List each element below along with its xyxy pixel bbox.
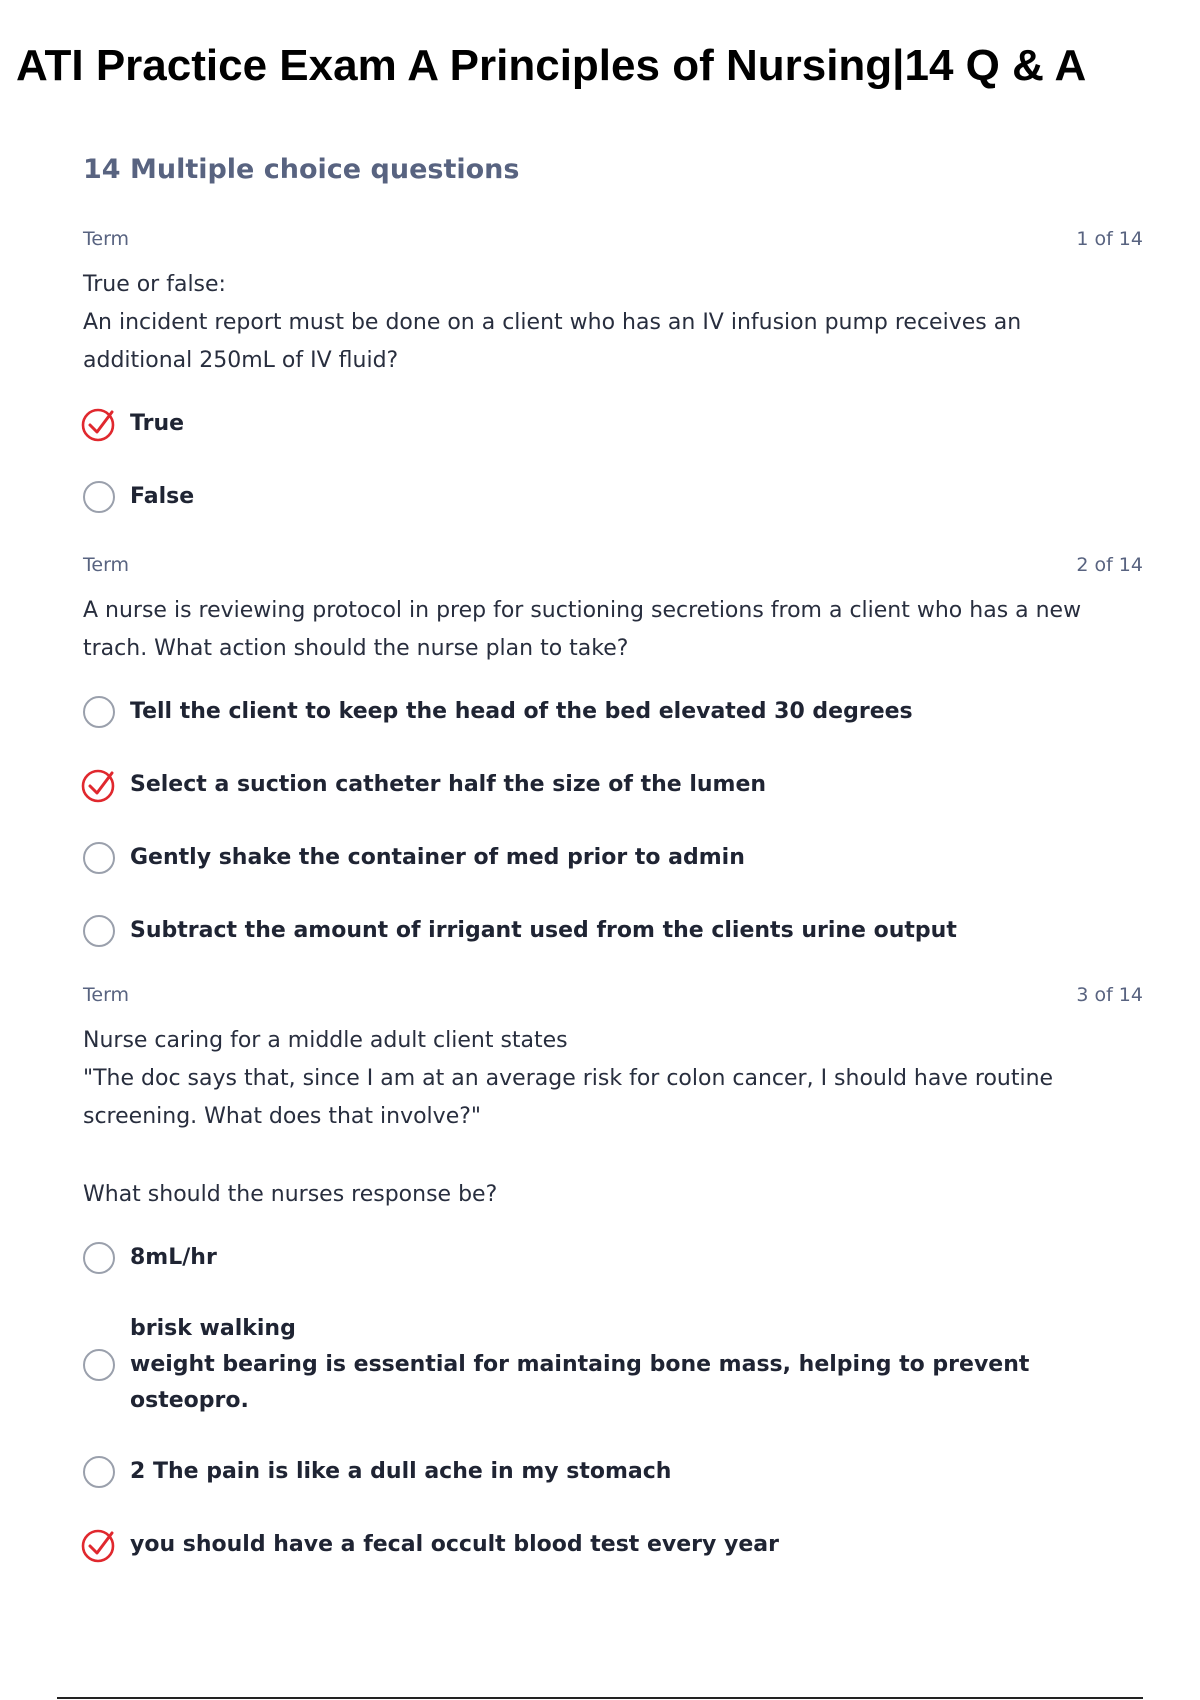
red-check-circle-icon — [80, 404, 120, 444]
answer-option[interactable] — [83, 692, 1143, 732]
option-label — [130, 1311, 1143, 1419]
option-label: Tell the client to keep the head of the bed elevated 30 degrees — [130, 699, 913, 724]
question-header — [83, 228, 1143, 256]
question-text — [83, 592, 1143, 668]
page-title: ATI Practice Exam A Principles of Nursing|14 Q & A — [16, 41, 1087, 90]
question-line: An incident report must be done on a client who has an IV infusion pump receives an — [83, 310, 1022, 335]
question-counter: 3 of 14 — [1076, 984, 1143, 1006]
question-counter: 1 of 14 — [1076, 228, 1143, 250]
question-line: trach. What action should the nurse plan to take? — [83, 636, 629, 661]
answer-option-selected[interactable] — [83, 404, 1143, 444]
answer-option[interactable] — [83, 911, 1143, 951]
option-label-line: brisk walking — [130, 1316, 296, 1341]
question-card-2 — [83, 554, 1143, 984]
question-line: additional 250mL of IV fluid? — [83, 348, 399, 373]
question-line: "The doc says that, since I am at an average risk for colon cancer, I should have routine — [83, 1066, 1054, 1091]
answer-option-selected[interactable] — [83, 765, 1143, 805]
question-line: screening. What does that involve?" — [83, 1104, 482, 1129]
answer-option[interactable] — [83, 1452, 1143, 1492]
question-counter: 2 of 14 — [1076, 554, 1143, 576]
page-divider — [57, 1697, 1143, 1699]
answer-option[interactable] — [83, 1311, 1143, 1419]
term-label: Term — [83, 228, 130, 250]
section-heading: 14 Multiple choice questions — [83, 154, 520, 185]
option-label: 8mL/hr — [130, 1245, 217, 1270]
question-text — [83, 1022, 1143, 1214]
option-label: Select a suction catheter half the size of the lumen — [130, 772, 767, 797]
radio-circle-icon — [83, 1456, 115, 1488]
option-label: Subtract the amount of irrigant used from the clients urine output — [130, 918, 957, 943]
red-check-circle-icon — [80, 1525, 120, 1565]
answer-option[interactable] — [83, 477, 1143, 517]
answer-option[interactable] — [83, 1238, 1143, 1278]
radio-circle-icon — [83, 1349, 115, 1381]
question-line: What should the nurses response be? — [83, 1182, 498, 1207]
question-line: Nurse caring for a middle adult client states — [83, 1028, 568, 1053]
radio-circle-icon — [83, 481, 115, 513]
answer-options — [83, 404, 1143, 517]
question-header — [83, 984, 1143, 1012]
question-header — [83, 554, 1143, 582]
term-label: Term — [83, 984, 130, 1006]
answer-option[interactable] — [83, 838, 1143, 878]
question-line: A nurse is reviewing protocol in prep for suctioning secretions from a client who has a new — [83, 598, 1082, 623]
question-card-1 — [83, 228, 1143, 550]
question-text — [83, 266, 1143, 380]
term-label: Term — [83, 554, 130, 576]
radio-circle-icon — [83, 915, 115, 947]
option-label: False — [130, 484, 195, 509]
radio-circle-icon — [83, 696, 115, 728]
question-line: True or false: — [83, 272, 226, 297]
answer-options — [83, 692, 1143, 951]
option-label: 2 The pain is like a dull ache in my stomach — [130, 1459, 672, 1484]
radio-circle-icon — [83, 842, 115, 874]
option-label: True — [130, 411, 185, 436]
answer-options — [83, 1238, 1143, 1565]
option-label: Gently shake the container of med prior to admin — [130, 845, 745, 870]
answer-option-selected[interactable] — [83, 1525, 1143, 1565]
option-label: you should have a fecal occult blood test every year — [130, 1532, 779, 1557]
question-card-3 — [83, 984, 1143, 1598]
radio-circle-icon — [83, 1242, 115, 1274]
option-label-line: weight bearing is essential for maintaing bone mass, helping to prevent osteopro. — [130, 1352, 1030, 1413]
red-check-circle-icon — [80, 765, 120, 805]
